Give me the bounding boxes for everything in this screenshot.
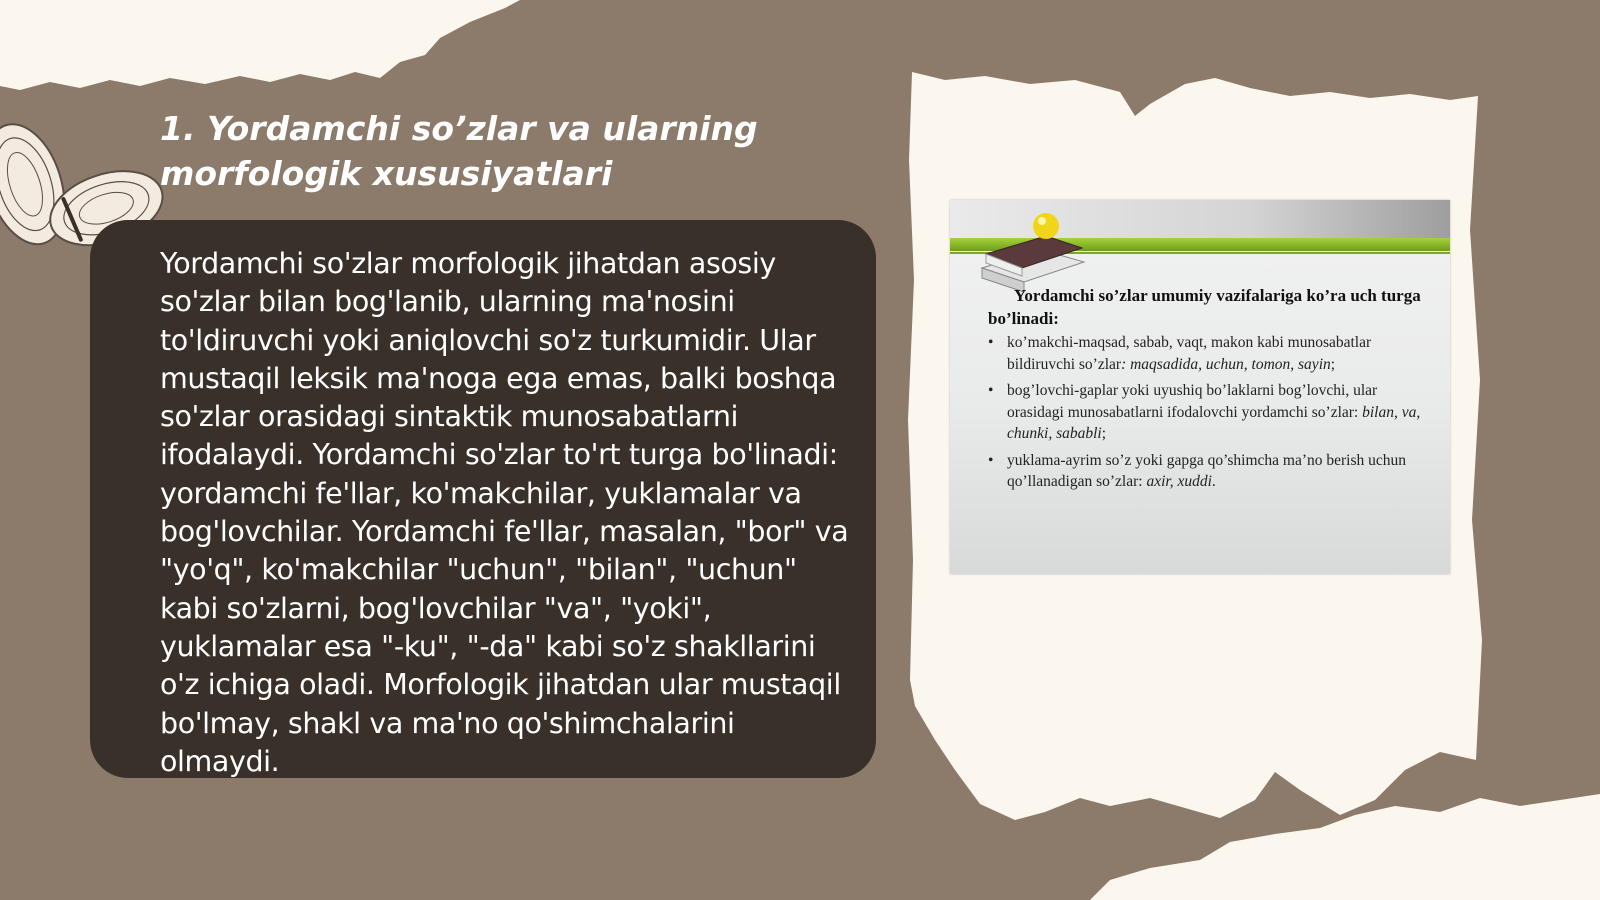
body-paragraph: Yordamchi so'zlar morfologik jihatdan asosiy so'zlar bilan bog'lanib, ularning ma'nosini to'ldiruvchi yoki aniqlovchi so'z turkumidir. Ular mustaqil leksik ma'noga ega emas, balki boshqa so'zlar orasidagi sintaktik munosabatlarni ifodalaydi. Yordamchi so'zlar to'rt turga bo'linadi: yordamchi fe'llar, ko'makchilar, yuklamalar va bog'lovchilar. Yordamchi fe'llar, masalan, "bor" va "yo'q", ko'makchilar "uchun", "bilan", "uchun" kabi so'zlarni, bog'lovchilar "va", "yoki", yuklamalar esa "-ku", "-da" kabi so'z shakllarini o'z ichiga oladi. Morfologik jihatdan ular mustaqil bo'lmay, shakl va ma'no qo'shimchalarini olmaydi. [160,247,849,778]
item-examples: bilan, va, chunki, sababli [1007,403,1421,442]
item-end: ; [1101,425,1107,442]
item-examples: : maqsadida, uchun, tomon, sayin [1121,355,1331,373]
book-stack-icon [978,206,1088,296]
item-text: yuklama-ayrim so’z yoki gapga qo’shimcha ma’no berish uchun qo’llanadigan so’zlar: [1007,451,1407,490]
item-end: . [1211,473,1216,490]
bullet-icon: • [988,382,994,399]
list-item [988,450,1428,493]
embedded-slide-image [950,200,1450,574]
list-item [988,380,1428,445]
item-end: ; [1330,355,1336,373]
torn-paper-top-left [0,0,520,90]
bullet-icon: • [988,334,994,351]
inner-heading: Yordamchi so’zlar umumiy vazifalariga ko’ra uch turga bo’linadi: [988,286,1421,328]
item-examples: axir, xuddi [1146,473,1212,490]
bullet-icon: • [988,451,994,469]
list-item [988,332,1428,375]
item-text: bog’lovchi-gaplar yoki uyushiq bo’laklarni bog’lovchi, ular orasidagi munosabatlarni ifodalovchi yordamchi so’zlar: [1007,382,1378,421]
inner-bullet-list [988,332,1428,498]
item-text: ko’makchi-maqsad, sabab, vaqt, makon kabi munosabatlar bildiruvchi so’zlar [1007,334,1372,373]
slide-title: 1. Yordamchi so’zlar va ularning morfologik xususiyatlari [160,109,758,193]
